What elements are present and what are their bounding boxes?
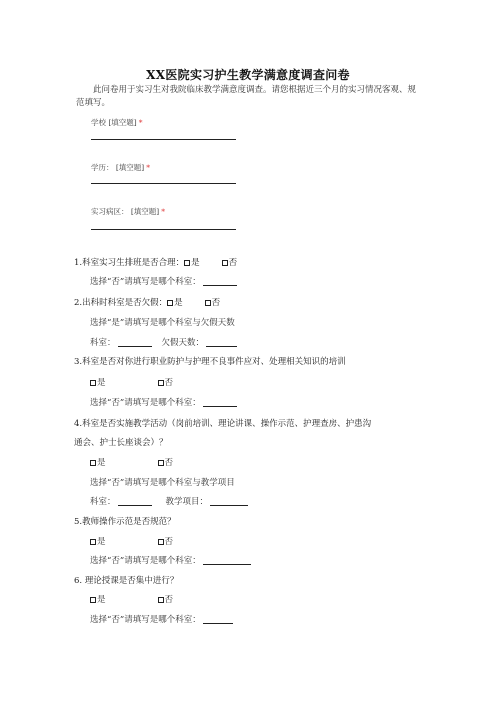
q4-project-blank[interactable] [210, 497, 248, 506]
q5-dept-blank[interactable] [203, 556, 251, 565]
q1-note [90, 275, 237, 287]
education-input-line[interactable] [91, 183, 236, 184]
q1-option-no-label: 否 [228, 258, 238, 268]
question-5: 5.教师操作示范是否规范？ [74, 517, 176, 527]
checkbox-icon[interactable] [90, 597, 96, 603]
page-title: XX医院实习护生教学满意度调查问卷 [146, 68, 350, 82]
school-label-text: 学校 [填空题] [91, 118, 137, 127]
q1-note-text: 选择“否”请填写是哪个科室： [90, 277, 201, 287]
checkbox-icon[interactable] [158, 597, 164, 603]
q4-option-no-label: 否 [164, 458, 174, 468]
q5-note-text: 选择“否”请填写是哪个科室： [90, 556, 201, 566]
q2-option-yes[interactable] [167, 296, 183, 308]
q6-option-yes-label: 是 [97, 595, 106, 605]
q3-options [90, 376, 173, 388]
q6-option-no-label: 否 [164, 595, 174, 605]
checkbox-icon[interactable] [90, 460, 96, 466]
q4-option-yes[interactable] [90, 456, 106, 468]
checkbox-icon[interactable] [158, 380, 164, 386]
checkbox-icon[interactable] [205, 300, 211, 306]
q4-dept-label: 科室： [90, 497, 116, 507]
q5-option-yes[interactable] [90, 535, 106, 547]
question-1-text: 1.科室实习生排班是否合理： [74, 258, 185, 268]
checkbox-icon[interactable] [184, 260, 190, 266]
checkbox-icon[interactable] [222, 260, 228, 266]
q6-note-text: 选择“否”请填写是哪个科室： [90, 615, 201, 625]
question-4-line-2: 通会、护士长座谈会）？ [74, 438, 168, 448]
question-6: 6. 理论授课是否集中进行？ [74, 576, 179, 586]
q4-option-yes-label: 是 [97, 458, 106, 468]
q4-project-label: 教学项目： [165, 497, 209, 507]
q3-option-yes-label: 是 [97, 378, 106, 388]
checkbox-icon[interactable] [167, 300, 173, 306]
checkbox-icon[interactable] [90, 539, 96, 545]
q5-options [90, 535, 173, 547]
q5-option-yes-label: 是 [97, 537, 106, 547]
q4-option-no[interactable] [158, 456, 174, 468]
q4-options [90, 456, 173, 468]
q1-dept-blank[interactable] [203, 277, 237, 286]
q5-option-no-label: 否 [164, 537, 174, 547]
q5-option-no[interactable] [158, 535, 174, 547]
required-mark: * [138, 118, 143, 127]
question-4-line-1: 4.科室是否实施教学活动（岗前培训、理论讲课、操作示范、护理查房、护患沟 [74, 419, 372, 429]
q4-fill-row [90, 495, 248, 507]
q3-dept-blank[interactable] [203, 398, 237, 407]
education-field-label [91, 162, 150, 173]
intro-text: 此问卷用于实习生对我院临床教学满意度调查。请您根据近三个月的实习情况客观、规范填写。 [76, 85, 417, 108]
q3-option-yes[interactable] [90, 376, 106, 388]
q3-note-text: 选择“否”请填写是哪个科室： [90, 398, 201, 408]
required-mark: * [161, 207, 165, 216]
school-input-line[interactable] [91, 139, 236, 140]
checkbox-icon[interactable] [90, 380, 96, 386]
question-2 [74, 296, 220, 308]
ward-label-text: 实习病区： [填空题] [91, 207, 160, 216]
q3-option-no[interactable] [158, 376, 174, 388]
q2-days-blank[interactable] [206, 338, 237, 347]
question-2-text: 2.出科时科室是否欠假： [74, 298, 168, 308]
q2-option-no-label: 否 [211, 298, 221, 308]
q4-dept-blank[interactable] [118, 497, 152, 506]
required-mark: * [146, 163, 150, 172]
q5-note [90, 554, 251, 566]
q2-days-label: 欠假天数： [161, 338, 205, 348]
q4-note: 选择“否”请填写是哪个科室与教学项目 [90, 478, 235, 488]
q2-dept-blank[interactable] [118, 338, 152, 347]
q2-option-yes-label: 是 [174, 298, 183, 308]
q2-option-no[interactable] [205, 296, 221, 308]
q6-option-yes[interactable] [90, 593, 106, 605]
q2-dept-label: 科室： [90, 338, 116, 348]
ward-input-line[interactable] [91, 229, 236, 230]
education-label-text: 学历： [填空题] [91, 163, 145, 172]
q3-option-no-label: 否 [164, 378, 174, 388]
q1-option-yes[interactable] [184, 256, 200, 268]
q6-note [90, 613, 233, 625]
q3-note [90, 396, 237, 408]
question-1 [74, 256, 237, 268]
checkbox-icon[interactable] [158, 460, 164, 466]
ward-field-label [91, 206, 165, 217]
q2-note: 选择“是”请填写是哪个科室与欠假天数 [90, 318, 235, 328]
q2-fill-row [90, 336, 237, 348]
q6-dept-blank[interactable] [203, 615, 233, 624]
question-3: 3.科室是否对你进行职业防护与护理不良事件应对、处理相关知识的培训 [74, 357, 346, 367]
q6-option-no[interactable] [158, 593, 174, 605]
q1-option-no[interactable] [222, 256, 238, 268]
checkbox-icon[interactable] [158, 539, 164, 545]
school-field-label [91, 117, 143, 128]
q1-option-yes-label: 是 [191, 258, 200, 268]
q6-options [90, 593, 173, 605]
